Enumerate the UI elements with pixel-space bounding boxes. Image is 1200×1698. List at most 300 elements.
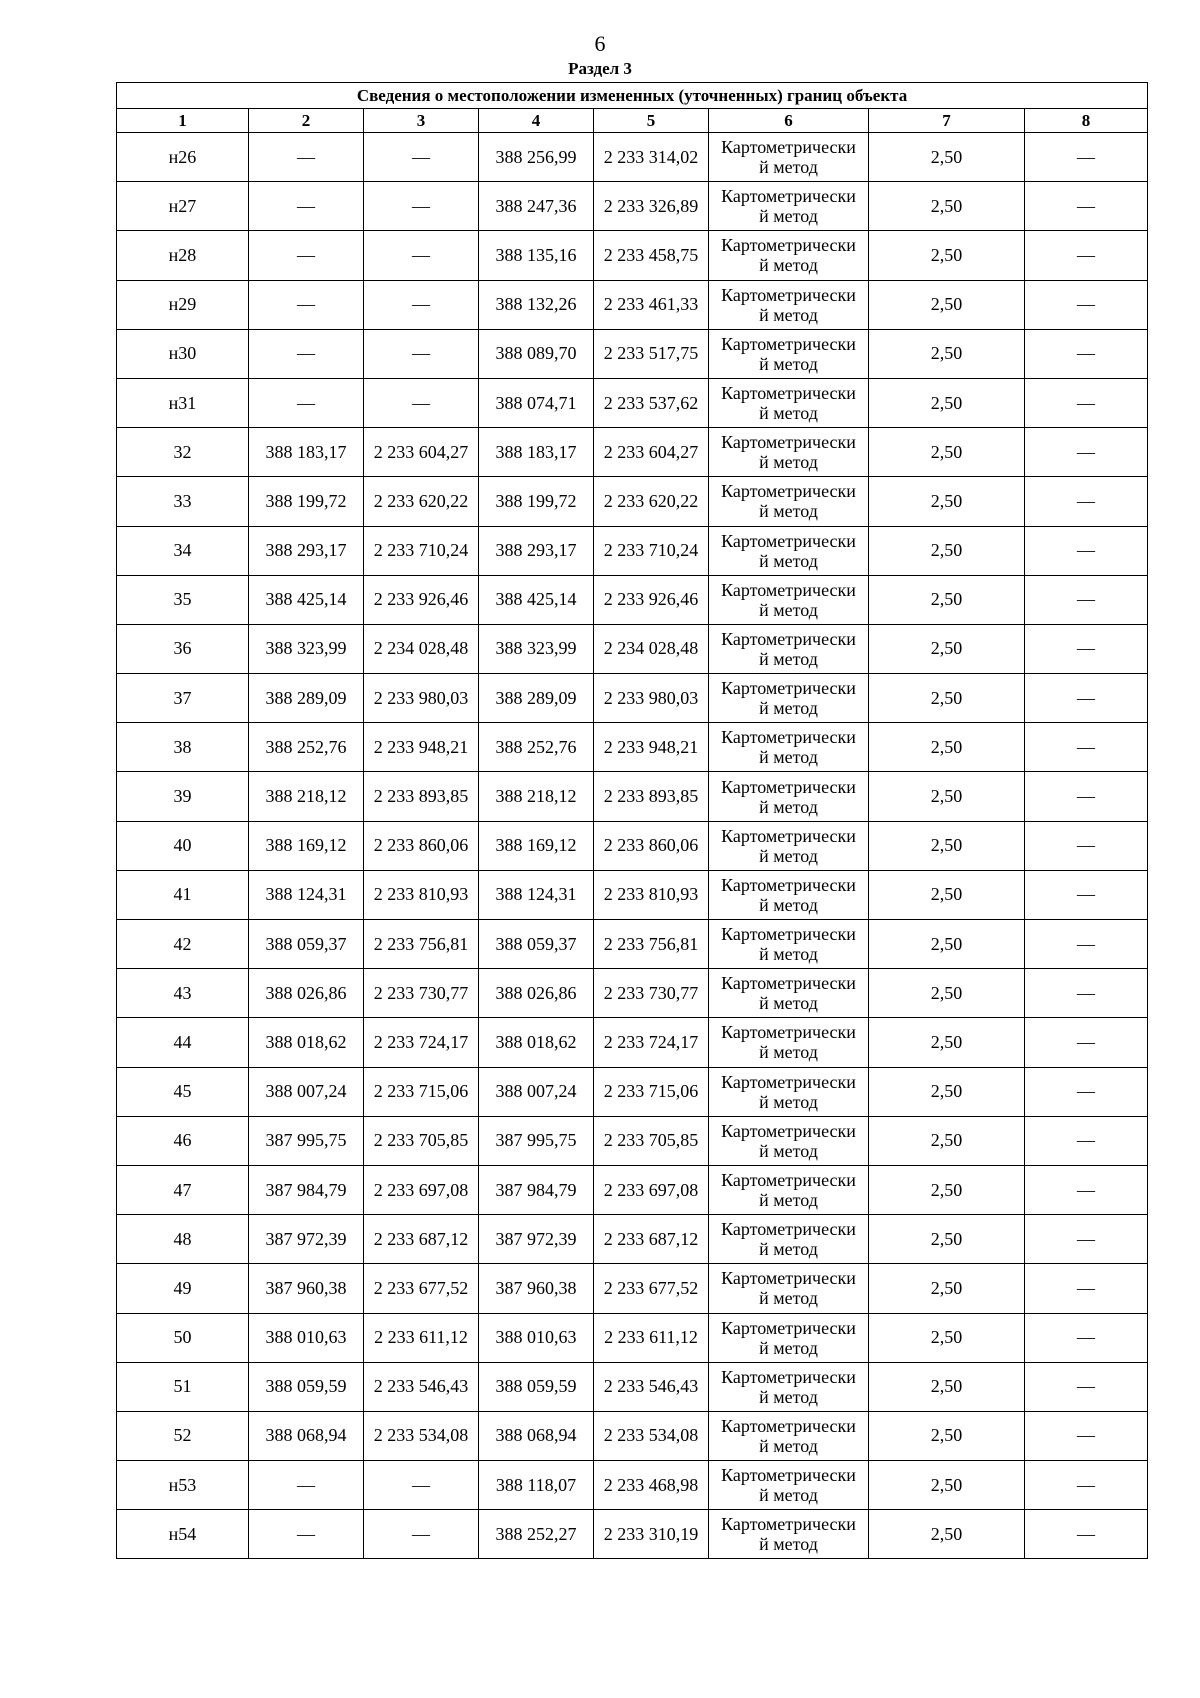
method-text-line: Картометрически — [721, 1415, 856, 1436]
point-number-cell: 45 — [117, 1067, 249, 1116]
new-x-cell: 387 960,38 — [479, 1264, 594, 1313]
method-text-line: й метод — [759, 1386, 818, 1407]
old-y-cell: 2 234 028,48 — [364, 624, 479, 673]
table-row — [117, 1018, 1148, 1067]
method-text-line: й метод — [759, 845, 818, 866]
point-number-cell: 35 — [117, 575, 249, 624]
description-cell: — — [1025, 674, 1148, 723]
new-x-cell: 388 252,27 — [479, 1510, 594, 1559]
point-number-cell: 44 — [117, 1018, 249, 1067]
new-y-cell: 2 234 028,48 — [594, 624, 709, 673]
new-y-cell: 2 233 468,98 — [594, 1461, 709, 1510]
point-number-cell: 43 — [117, 969, 249, 1018]
method-text-line: й метод — [759, 206, 818, 227]
accuracy-cell: 2,50 — [869, 575, 1025, 624]
new-x-cell: 388 425,14 — [479, 575, 594, 624]
old-y-cell: 2 233 810,93 — [364, 870, 479, 919]
method-text-line: й метод — [759, 1140, 818, 1161]
table-row — [117, 821, 1148, 870]
old-y-cell: 2 233 710,24 — [364, 526, 479, 575]
point-number-cell: 49 — [117, 1264, 249, 1313]
accuracy-cell: 2,50 — [869, 329, 1025, 378]
new-x-cell: 388 026,86 — [479, 969, 594, 1018]
column-number: 6 — [709, 109, 869, 133]
old-x-cell: — — [249, 280, 364, 329]
method-cell — [709, 1411, 869, 1460]
column-number: 1 — [117, 109, 249, 133]
section-title: Раздел 3 — [568, 59, 632, 78]
method-text-line: Картометрически — [721, 1514, 856, 1535]
description-cell: — — [1025, 1510, 1148, 1559]
point-number-cell: н54 — [117, 1510, 249, 1559]
old-x-cell: — — [249, 378, 364, 427]
method-text-line: Картометрически — [721, 1071, 856, 1092]
new-y-cell: 2 233 458,75 — [594, 231, 709, 280]
point-number-cell: н26 — [117, 133, 249, 182]
method-text-line: Картометрически — [721, 579, 856, 600]
method-cell — [709, 969, 869, 1018]
old-x-cell: 388 323,99 — [249, 624, 364, 673]
accuracy-cell: 2,50 — [869, 1510, 1025, 1559]
new-x-cell: 388 169,12 — [479, 821, 594, 870]
new-x-cell: 388 183,17 — [479, 428, 594, 477]
column-number: 2 — [249, 109, 364, 133]
method-text-line: Картометрически — [721, 1465, 856, 1486]
new-y-cell: 2 233 705,85 — [594, 1116, 709, 1165]
method-cell — [709, 821, 869, 870]
method-text-line: Картометрически — [721, 186, 856, 207]
new-x-cell: 388 007,24 — [479, 1067, 594, 1116]
method-text-line: й метод — [759, 993, 818, 1014]
accuracy-cell: 2,50 — [869, 378, 1025, 427]
description-cell: — — [1025, 280, 1148, 329]
table-caption: Сведения о местоположении измененных (уточненных) границ объекта — [117, 83, 1148, 109]
method-text-line: Картометрически — [721, 530, 856, 551]
table-row — [117, 428, 1148, 477]
method-text-line: й метод — [759, 255, 818, 276]
old-y-cell: 2 233 980,03 — [364, 674, 479, 723]
old-x-cell: 388 199,72 — [249, 477, 364, 526]
column-number: 7 — [869, 109, 1025, 133]
method-text-line: Картометрически — [721, 1366, 856, 1387]
method-cell — [709, 1067, 869, 1116]
new-y-cell: 2 233 620,22 — [594, 477, 709, 526]
old-x-cell: 388 059,59 — [249, 1362, 364, 1411]
new-y-cell: 2 233 926,46 — [594, 575, 709, 624]
new-y-cell: 2 233 687,12 — [594, 1215, 709, 1264]
point-number-cell: н30 — [117, 329, 249, 378]
accuracy-cell: 2,50 — [869, 1362, 1025, 1411]
old-y-cell: 2 233 860,06 — [364, 821, 479, 870]
accuracy-cell: 2,50 — [869, 870, 1025, 919]
new-y-cell: 2 233 730,77 — [594, 969, 709, 1018]
point-number-cell: 42 — [117, 920, 249, 969]
method-cell — [709, 1165, 869, 1214]
description-cell: — — [1025, 1165, 1148, 1214]
table-row — [117, 477, 1148, 526]
method-cell — [709, 378, 869, 427]
old-y-cell: 2 233 715,06 — [364, 1067, 479, 1116]
method-cell — [709, 1215, 869, 1264]
point-number-cell: 46 — [117, 1116, 249, 1165]
old-y-cell: 2 233 724,17 — [364, 1018, 479, 1067]
table-row — [117, 182, 1148, 231]
method-text-line: й метод — [759, 1288, 818, 1309]
new-x-cell: 388 256,99 — [479, 133, 594, 182]
old-x-cell: 387 972,39 — [249, 1215, 364, 1264]
method-text-line: Картометрически — [721, 432, 856, 453]
accuracy-cell: 2,50 — [869, 821, 1025, 870]
new-x-cell: 388 089,70 — [479, 329, 594, 378]
old-y-cell: — — [364, 231, 479, 280]
old-y-cell: — — [364, 133, 479, 182]
accuracy-cell: 2,50 — [869, 1165, 1025, 1214]
old-y-cell: 2 233 697,08 — [364, 1165, 479, 1214]
method-text-line: й метод — [759, 1435, 818, 1456]
old-y-cell: 2 233 893,85 — [364, 772, 479, 821]
point-number-cell: 40 — [117, 821, 249, 870]
method-cell — [709, 1018, 869, 1067]
point-number-cell: 50 — [117, 1313, 249, 1362]
point-number-cell: н53 — [117, 1461, 249, 1510]
table-row — [117, 1510, 1148, 1559]
method-cell — [709, 428, 869, 477]
page-number: 6 — [594, 31, 606, 56]
method-text-line: Картометрически — [721, 1268, 856, 1289]
method-cell — [709, 231, 869, 280]
old-x-cell: 387 984,79 — [249, 1165, 364, 1214]
column-number-row — [117, 109, 1148, 133]
point-number-cell: 36 — [117, 624, 249, 673]
table-row — [117, 969, 1148, 1018]
point-number-cell: 48 — [117, 1215, 249, 1264]
coordinates-table — [116, 82, 1148, 1559]
method-text-line: Картометрически — [721, 1317, 856, 1338]
old-x-cell: 388 425,14 — [249, 575, 364, 624]
method-text-line: Картометрически — [721, 1170, 856, 1191]
description-cell: — — [1025, 428, 1148, 477]
method-cell — [709, 920, 869, 969]
new-y-cell: 2 233 980,03 — [594, 674, 709, 723]
table-row — [117, 378, 1148, 427]
description-cell: — — [1025, 772, 1148, 821]
method-text-line: й метод — [759, 747, 818, 768]
point-number-cell: н29 — [117, 280, 249, 329]
method-text-line: й метод — [759, 1091, 818, 1112]
new-y-cell: 2 233 534,08 — [594, 1411, 709, 1460]
method-cell — [709, 1264, 869, 1313]
table-row — [117, 1264, 1148, 1313]
method-text-line: Картометрически — [721, 481, 856, 502]
old-x-cell: 388 124,31 — [249, 870, 364, 919]
method-cell — [709, 329, 869, 378]
method-text-line: й метод — [759, 501, 818, 522]
description-cell: — — [1025, 526, 1148, 575]
description-cell: — — [1025, 329, 1148, 378]
new-y-cell: 2 233 715,06 — [594, 1067, 709, 1116]
method-cell — [709, 1116, 869, 1165]
accuracy-cell: 2,50 — [869, 133, 1025, 182]
method-text-line: Картометрически — [721, 678, 856, 699]
accuracy-cell: 2,50 — [869, 920, 1025, 969]
method-text-line: й метод — [759, 1239, 818, 1260]
method-cell — [709, 870, 869, 919]
point-number-cell: 41 — [117, 870, 249, 919]
accuracy-cell: 2,50 — [869, 428, 1025, 477]
method-text-line: й метод — [759, 304, 818, 325]
new-x-cell: 388 289,09 — [479, 674, 594, 723]
description-cell: — — [1025, 723, 1148, 772]
point-number-cell: 39 — [117, 772, 249, 821]
accuracy-cell: 2,50 — [869, 1411, 1025, 1460]
new-x-cell: 388 018,62 — [479, 1018, 594, 1067]
old-y-cell: — — [364, 1510, 479, 1559]
method-text-line: й метод — [759, 1190, 818, 1211]
old-x-cell: 388 007,24 — [249, 1067, 364, 1116]
point-number-cell: 37 — [117, 674, 249, 723]
old-x-cell: 388 068,94 — [249, 1411, 364, 1460]
table-row — [117, 870, 1148, 919]
method-text-line: Картометрически — [721, 1120, 856, 1141]
table-row — [117, 1067, 1148, 1116]
method-text-line: Картометрически — [721, 776, 856, 797]
accuracy-cell: 2,50 — [869, 1215, 1025, 1264]
method-text-line: Картометрически — [721, 235, 856, 256]
new-x-cell: 388 118,07 — [479, 1461, 594, 1510]
method-text-line: Картометрически — [721, 874, 856, 895]
method-cell — [709, 1313, 869, 1362]
table-row — [117, 231, 1148, 280]
new-y-cell: 2 233 724,17 — [594, 1018, 709, 1067]
table-row — [117, 1362, 1148, 1411]
old-y-cell: 2 233 611,12 — [364, 1313, 479, 1362]
new-y-cell: 2 233 611,12 — [594, 1313, 709, 1362]
method-cell — [709, 526, 869, 575]
old-y-cell: — — [364, 329, 479, 378]
old-x-cell: 388 059,37 — [249, 920, 364, 969]
point-number-cell: 32 — [117, 428, 249, 477]
new-x-cell: 388 247,36 — [479, 182, 594, 231]
new-x-cell: 388 199,72 — [479, 477, 594, 526]
method-text-line: Картометрически — [721, 383, 856, 404]
accuracy-cell: 2,50 — [869, 526, 1025, 575]
old-y-cell: 2 233 705,85 — [364, 1116, 479, 1165]
table-row — [117, 1165, 1148, 1214]
accuracy-cell: 2,50 — [869, 1264, 1025, 1313]
method-text-line: й метод — [759, 1485, 818, 1506]
old-x-cell: — — [249, 133, 364, 182]
new-y-cell: 2 233 697,08 — [594, 1165, 709, 1214]
table-body — [117, 133, 1148, 1559]
method-cell — [709, 723, 869, 772]
old-x-cell: 388 010,63 — [249, 1313, 364, 1362]
new-y-cell: 2 233 461,33 — [594, 280, 709, 329]
method-text-line: й метод — [759, 1042, 818, 1063]
method-cell — [709, 182, 869, 231]
table-row — [117, 1215, 1148, 1264]
description-cell: — — [1025, 133, 1148, 182]
method-text-line: Картометрически — [721, 628, 856, 649]
old-y-cell: 2 233 948,21 — [364, 723, 479, 772]
description-cell: — — [1025, 182, 1148, 231]
description-cell: — — [1025, 1018, 1148, 1067]
table-row — [117, 575, 1148, 624]
new-x-cell: 387 984,79 — [479, 1165, 594, 1214]
point-number-cell: н31 — [117, 378, 249, 427]
new-x-cell: 388 218,12 — [479, 772, 594, 821]
accuracy-cell: 2,50 — [869, 674, 1025, 723]
method-text-line: й метод — [759, 698, 818, 719]
description-cell: — — [1025, 1461, 1148, 1510]
point-number-cell: 52 — [117, 1411, 249, 1460]
old-x-cell: — — [249, 182, 364, 231]
new-x-cell: 388 010,63 — [479, 1313, 594, 1362]
method-cell — [709, 772, 869, 821]
new-x-cell: 387 995,75 — [479, 1116, 594, 1165]
new-y-cell: 2 233 677,52 — [594, 1264, 709, 1313]
new-x-cell: 388 074,71 — [479, 378, 594, 427]
point-number-cell: н27 — [117, 182, 249, 231]
point-number-cell: 34 — [117, 526, 249, 575]
new-x-cell: 388 059,59 — [479, 1362, 594, 1411]
old-y-cell: — — [364, 378, 479, 427]
new-x-cell: 388 059,37 — [479, 920, 594, 969]
table-row — [117, 1116, 1148, 1165]
description-cell: — — [1025, 575, 1148, 624]
method-text-line: й метод — [759, 353, 818, 374]
method-cell — [709, 477, 869, 526]
accuracy-cell: 2,50 — [869, 723, 1025, 772]
new-y-cell: 2 233 710,24 — [594, 526, 709, 575]
accuracy-cell: 2,50 — [869, 1067, 1025, 1116]
method-text-line: й метод — [759, 599, 818, 620]
method-cell — [709, 133, 869, 182]
description-cell: — — [1025, 870, 1148, 919]
old-x-cell: — — [249, 1510, 364, 1559]
accuracy-cell: 2,50 — [869, 1461, 1025, 1510]
method-text-line: Картометрически — [721, 727, 856, 748]
point-number-cell: н28 — [117, 231, 249, 280]
old-y-cell: 2 233 730,77 — [364, 969, 479, 1018]
method-text-line: й метод — [759, 1534, 818, 1555]
method-text-line: й метод — [759, 550, 818, 571]
new-x-cell: 388 323,99 — [479, 624, 594, 673]
method-text-line: Картометрически — [721, 1022, 856, 1043]
method-text-line: Картометрически — [721, 973, 856, 994]
old-x-cell: 388 289,09 — [249, 674, 364, 723]
table-row — [117, 772, 1148, 821]
method-text-line: Картометрически — [721, 1219, 856, 1240]
old-y-cell: 2 233 687,12 — [364, 1215, 479, 1264]
method-cell — [709, 1510, 869, 1559]
new-y-cell: 2 233 893,85 — [594, 772, 709, 821]
accuracy-cell: 2,50 — [869, 182, 1025, 231]
old-y-cell: 2 233 756,81 — [364, 920, 479, 969]
table-row — [117, 280, 1148, 329]
point-number-cell: 47 — [117, 1165, 249, 1214]
accuracy-cell: 2,50 — [869, 1116, 1025, 1165]
old-x-cell: 388 218,12 — [249, 772, 364, 821]
description-cell: — — [1025, 1411, 1148, 1460]
table-row — [117, 526, 1148, 575]
table-row — [117, 723, 1148, 772]
table-row — [117, 1411, 1148, 1460]
method-text-line: й метод — [759, 648, 818, 669]
description-cell: — — [1025, 1067, 1148, 1116]
old-x-cell: 388 293,17 — [249, 526, 364, 575]
accuracy-cell: 2,50 — [869, 624, 1025, 673]
description-cell: — — [1025, 969, 1148, 1018]
description-cell: — — [1025, 378, 1148, 427]
old-x-cell: — — [249, 1461, 364, 1510]
table-row — [117, 1313, 1148, 1362]
old-x-cell: 388 018,62 — [249, 1018, 364, 1067]
description-cell: — — [1025, 624, 1148, 673]
old-y-cell: — — [364, 1461, 479, 1510]
point-number-cell: 38 — [117, 723, 249, 772]
new-y-cell: 2 233 537,62 — [594, 378, 709, 427]
description-cell: — — [1025, 821, 1148, 870]
table-row — [117, 674, 1148, 723]
column-number: 4 — [479, 109, 594, 133]
point-number-cell: 51 — [117, 1362, 249, 1411]
new-y-cell: 2 233 326,89 — [594, 182, 709, 231]
description-cell: — — [1025, 1362, 1148, 1411]
old-x-cell: — — [249, 329, 364, 378]
new-x-cell: 387 972,39 — [479, 1215, 594, 1264]
description-cell: — — [1025, 920, 1148, 969]
old-x-cell: 387 960,38 — [249, 1264, 364, 1313]
method-cell — [709, 1461, 869, 1510]
table-row — [117, 1461, 1148, 1510]
old-x-cell: 388 252,76 — [249, 723, 364, 772]
table-row — [117, 133, 1148, 182]
accuracy-cell: 2,50 — [869, 477, 1025, 526]
old-x-cell: 388 169,12 — [249, 821, 364, 870]
old-y-cell: 2 233 677,52 — [364, 1264, 479, 1313]
method-text-line: Картометрически — [721, 333, 856, 354]
method-text-line: Картометрически — [721, 284, 856, 305]
method-text-line: Картометрически — [721, 137, 856, 158]
table-row — [117, 624, 1148, 673]
method-cell — [709, 280, 869, 329]
description-cell: — — [1025, 1264, 1148, 1313]
column-number: 3 — [364, 109, 479, 133]
method-text-line: й метод — [759, 944, 818, 965]
method-text-line: й метод — [759, 403, 818, 424]
old-y-cell: 2 233 926,46 — [364, 575, 479, 624]
description-cell: — — [1025, 477, 1148, 526]
new-y-cell: 2 233 517,75 — [594, 329, 709, 378]
method-cell — [709, 575, 869, 624]
old-x-cell: 388 026,86 — [249, 969, 364, 1018]
method-text-line: й метод — [759, 796, 818, 817]
old-x-cell: — — [249, 231, 364, 280]
new-x-cell: 388 135,16 — [479, 231, 594, 280]
old-y-cell: 2 233 604,27 — [364, 428, 479, 477]
point-number-cell: 33 — [117, 477, 249, 526]
new-x-cell: 388 068,94 — [479, 1411, 594, 1460]
table-row — [117, 920, 1148, 969]
new-y-cell: 2 233 948,21 — [594, 723, 709, 772]
method-text-line: й метод — [759, 1337, 818, 1358]
table-row — [117, 329, 1148, 378]
new-x-cell: 388 124,31 — [479, 870, 594, 919]
old-y-cell: 2 233 546,43 — [364, 1362, 479, 1411]
accuracy-cell: 2,50 — [869, 1018, 1025, 1067]
method-cell — [709, 624, 869, 673]
method-text-line: Картометрически — [721, 924, 856, 945]
